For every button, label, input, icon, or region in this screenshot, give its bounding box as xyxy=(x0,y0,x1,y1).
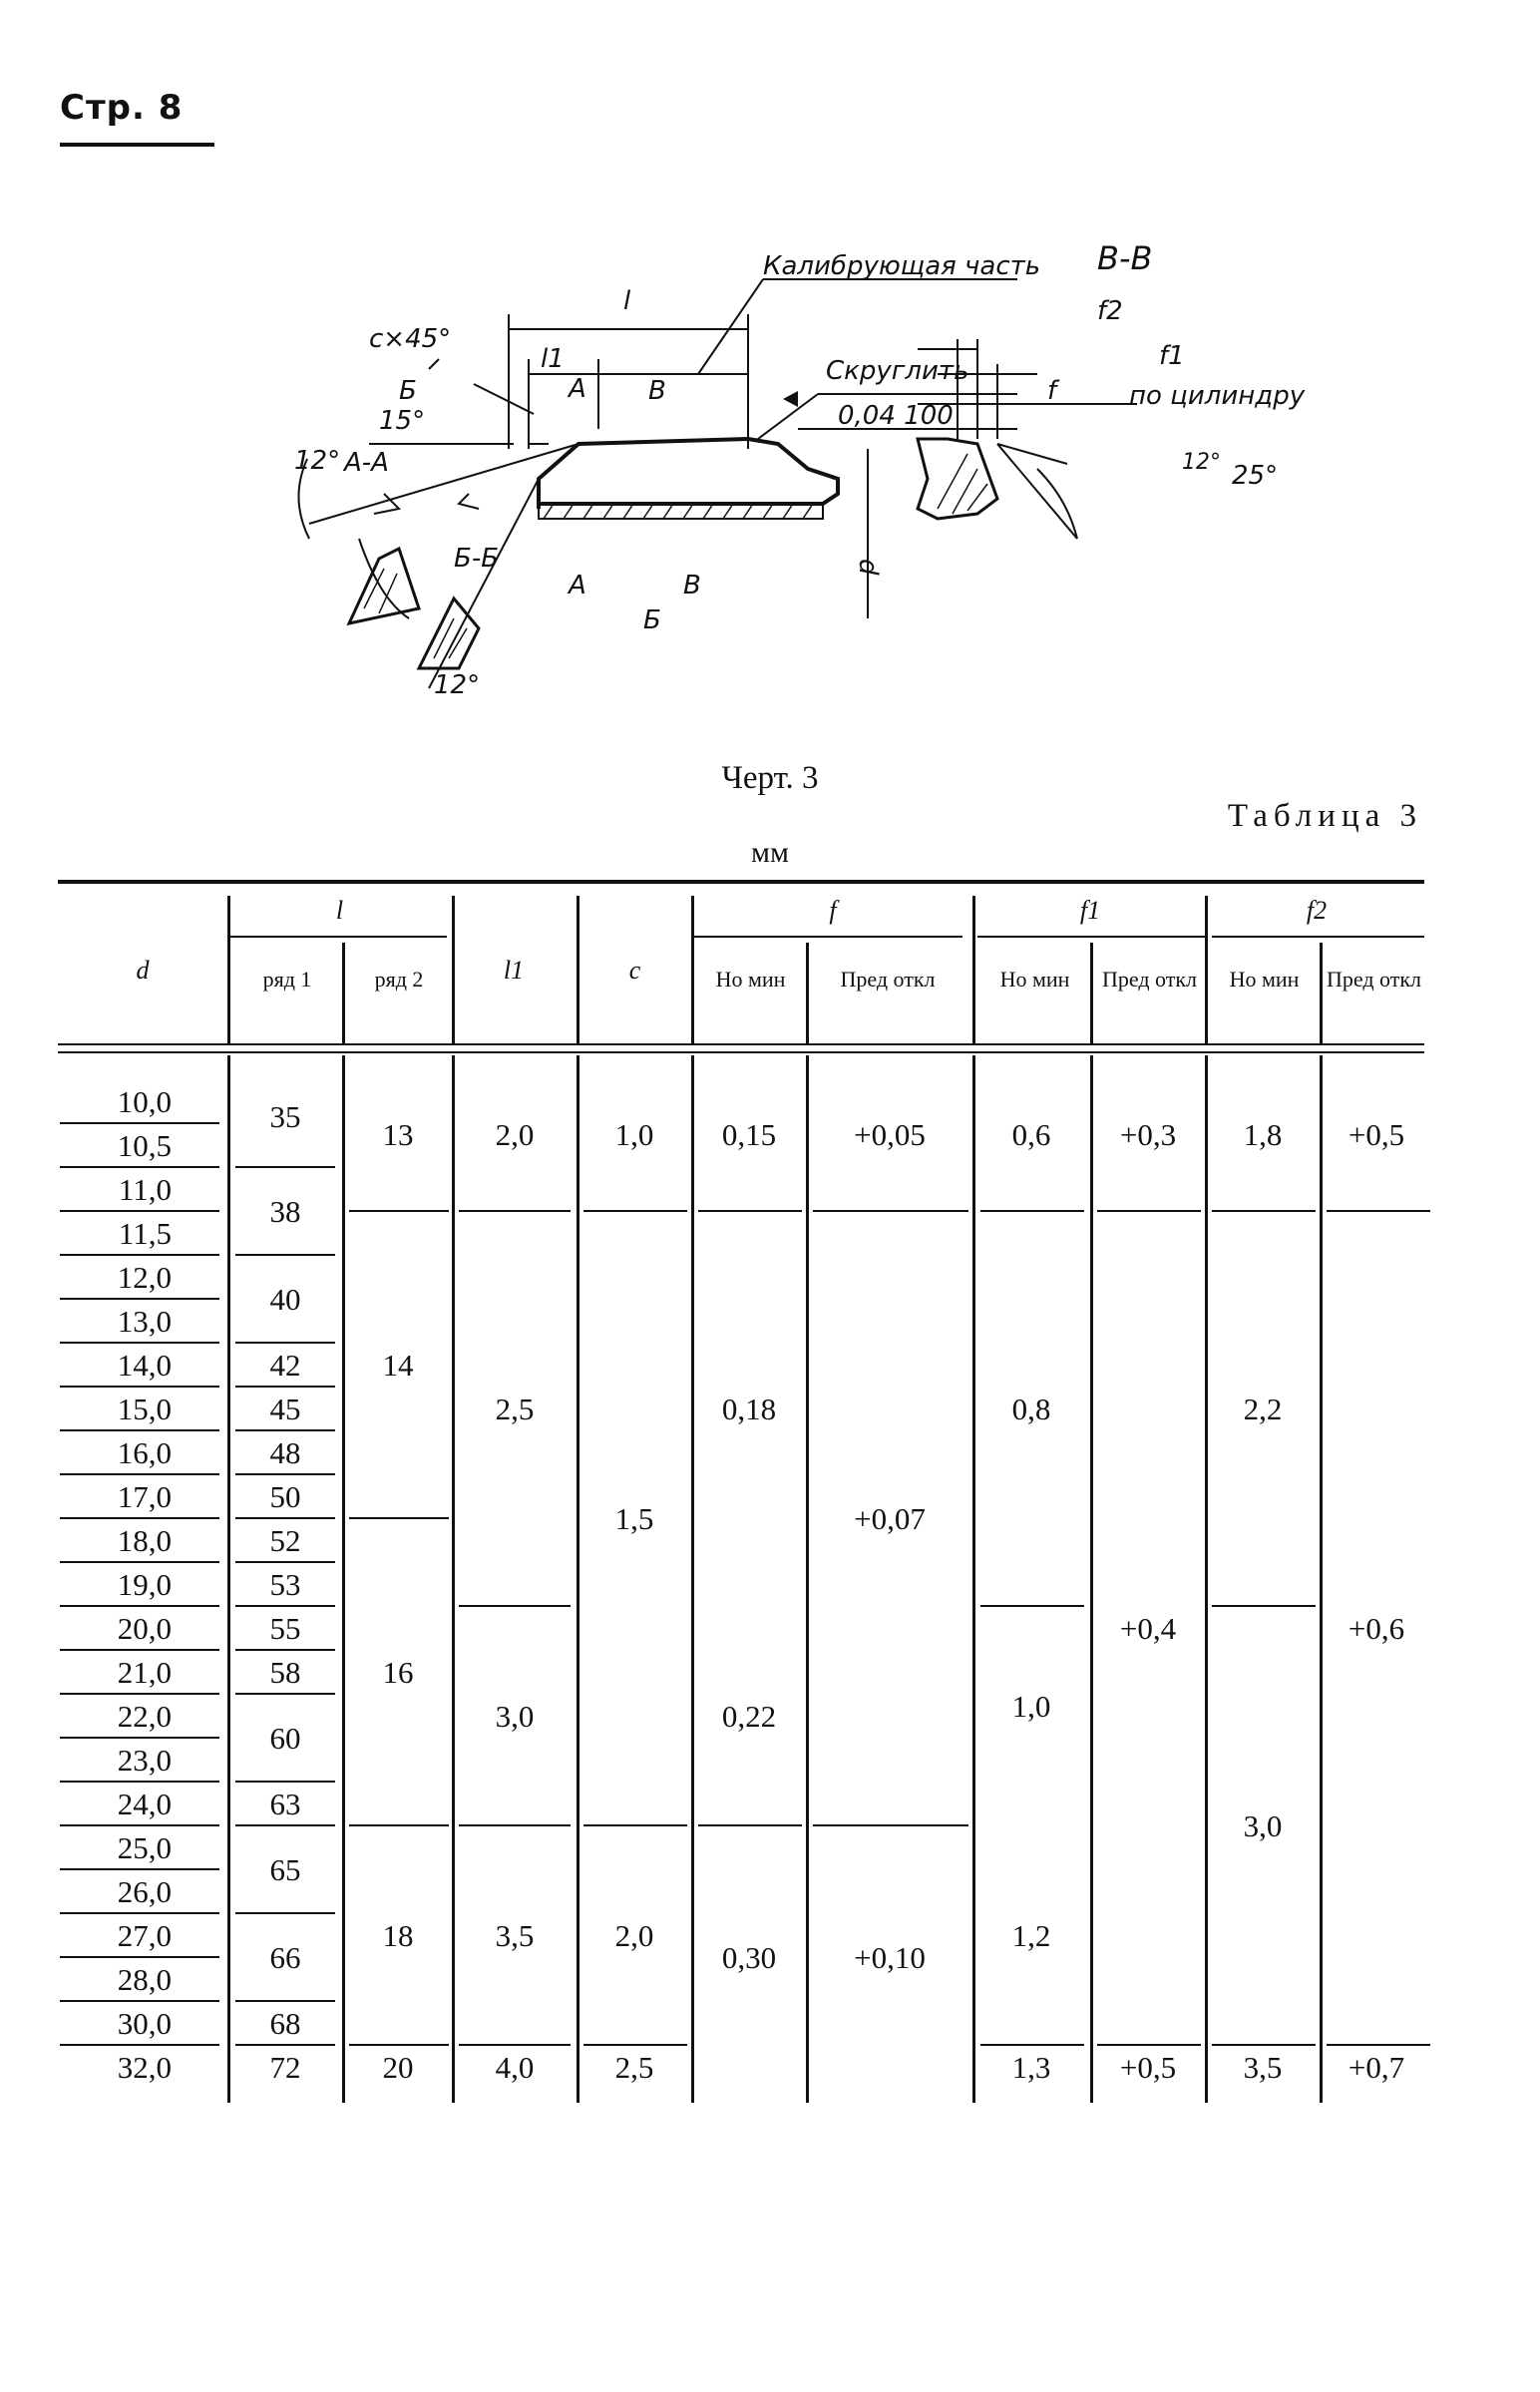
chamfer-label: c×45° xyxy=(369,324,452,354)
l-row1-rule xyxy=(235,1561,335,1563)
l-row1-cell: 66 xyxy=(269,1940,301,1975)
d-row-rule xyxy=(60,1649,219,1651)
l-row1-rule xyxy=(235,1386,335,1388)
d-row-rule xyxy=(60,1824,219,1826)
d-row-rule xyxy=(60,1429,219,1431)
l-row1-rule xyxy=(235,1517,335,1519)
d-cell: 30,0 xyxy=(117,2006,172,2041)
header-c: c xyxy=(628,956,641,985)
l-group-rule xyxy=(227,936,447,938)
d-row-rule xyxy=(60,1298,219,1300)
roughness-label: 0,04 100 xyxy=(838,401,954,431)
f2-nom-rule xyxy=(1212,1210,1316,1212)
table-top-rule xyxy=(58,880,1424,884)
header-f1: f1 xyxy=(1079,896,1101,925)
l-row1-rule xyxy=(235,1824,335,1826)
f1-nom-cell: 0,6 xyxy=(1011,1117,1051,1152)
section-mark-v: В xyxy=(648,376,666,406)
angle-12-label-c: 12° xyxy=(1182,450,1221,475)
l-row2-cell: 20 xyxy=(382,2050,414,2085)
header-f2: f2 xyxy=(1306,896,1328,925)
l-row1-cell: 63 xyxy=(269,1787,301,1821)
f-nom-cell: 0,18 xyxy=(721,1392,777,1426)
f-dev-cell: +0,10 xyxy=(854,1940,926,1975)
l-row2-cell: 14 xyxy=(382,1348,414,1383)
vline-b-6 xyxy=(806,1055,809,2103)
f2-dev-cell: +0,6 xyxy=(1348,1611,1405,1646)
d-cell: 22,0 xyxy=(117,1699,172,1734)
f-nom-rule xyxy=(698,1210,802,1212)
f1-dev-cell: +0,4 xyxy=(1119,1611,1177,1646)
f1-group-rule xyxy=(977,936,1207,938)
vline-h-8 xyxy=(1090,943,1093,1043)
f1-nom-rule xyxy=(980,2044,1084,2046)
l1-cell: 3,5 xyxy=(495,1918,535,1953)
d-cell: 17,0 xyxy=(117,1479,172,1514)
c-cell: 2,5 xyxy=(614,2050,654,2085)
d-row-rule xyxy=(60,1473,219,1475)
l-row2-rule xyxy=(349,1824,449,1826)
l-row2-rule xyxy=(349,1210,449,1212)
l-row1-cell: 52 xyxy=(269,1523,301,1558)
f-dev-rule xyxy=(813,1210,968,1212)
dimension-l1-label: l1 xyxy=(541,344,565,374)
f-nom-rule xyxy=(698,1824,802,1826)
page-number: Стр. 8 xyxy=(60,88,184,128)
l-row1-rule xyxy=(235,1254,335,1256)
f2-nom-rule xyxy=(1212,1605,1316,1607)
vline-b-2 xyxy=(342,1055,345,2103)
l-row1-rule xyxy=(235,1473,335,1475)
l-row1-rule xyxy=(235,1166,335,1168)
d-cell: 21,0 xyxy=(117,1655,172,1690)
l-row1-cell: 68 xyxy=(269,2006,301,2041)
vline-b-10 xyxy=(1320,1055,1323,2103)
f-dev-cell: +0,07 xyxy=(854,1501,926,1536)
header-f1-nom: Но мин xyxy=(999,967,1070,992)
l-row1-rule xyxy=(235,1693,335,1695)
f2-nom-rule xyxy=(1212,2044,1316,2046)
f1-nom-cell: 1,3 xyxy=(1011,2050,1051,2085)
d-row-rule xyxy=(60,1868,219,1870)
header-rule-2 xyxy=(58,1051,1424,1053)
round-off-label: Скруглить xyxy=(826,356,969,386)
f-dev-cell: +0,05 xyxy=(854,1117,926,1152)
angle-25-label: 25° xyxy=(1232,461,1279,491)
vline-b-8 xyxy=(1090,1055,1093,2103)
d-row-rule xyxy=(60,2044,219,2046)
d-cell: 23,0 xyxy=(117,1743,172,1778)
d-cell: 19,0 xyxy=(117,1567,172,1602)
l-row1-rule xyxy=(235,1429,335,1431)
d-cell: 12,0 xyxy=(117,1260,172,1295)
d-cell: 11,5 xyxy=(118,1216,172,1251)
f2-label: f2 xyxy=(1097,296,1123,326)
c-cell: 1,0 xyxy=(614,1117,654,1152)
f-nom-cell: 0,15 xyxy=(721,1117,777,1152)
section-mark-a-bottom: А xyxy=(569,571,586,600)
section-bb-label: Б-Б xyxy=(454,544,500,574)
l-row1-rule xyxy=(235,1649,335,1651)
vline-b-4 xyxy=(577,1055,579,2103)
l-row1-rule xyxy=(235,1912,335,1914)
d-cell: 11,0 xyxy=(118,1172,172,1207)
f2-group-rule xyxy=(1212,936,1424,938)
figure-caption: Черт. 3 xyxy=(721,760,819,796)
d-cell: 10,5 xyxy=(117,1128,172,1163)
d-cell: 14,0 xyxy=(117,1348,172,1383)
section-mark-b-bottom: Б xyxy=(643,605,661,635)
d-cell: 18,0 xyxy=(117,1523,172,1558)
vline-h-2 xyxy=(342,943,345,1043)
section-mark-v-bottom: В xyxy=(683,571,701,600)
l1-cell: 2,0 xyxy=(495,1117,535,1152)
f1-nom-rule xyxy=(980,1605,1084,1607)
d-row-rule xyxy=(60,1342,219,1344)
l-row1-cell: 42 xyxy=(269,1348,301,1383)
f1-dev-rule xyxy=(1097,2044,1201,2046)
l-row1-rule xyxy=(235,1342,335,1344)
l-row1-cell: 35 xyxy=(269,1099,301,1134)
l1-rule xyxy=(459,1210,571,1212)
to-cylinder-label: по цилиндру xyxy=(1129,381,1306,411)
header-f-nom: Но мин xyxy=(715,967,786,992)
angle-12-label-b: 12° xyxy=(434,670,481,698)
vline-b-9 xyxy=(1205,1055,1208,2103)
header-row1: ряд 1 xyxy=(262,967,312,992)
d-cell: 24,0 xyxy=(117,1787,172,1821)
d-row-rule xyxy=(60,1693,219,1695)
l-row1-cell: 60 xyxy=(269,1721,301,1756)
f2-dev-cell: +0,7 xyxy=(1348,2050,1405,2085)
c-cell: 1,5 xyxy=(614,1501,654,1536)
d-row-rule xyxy=(60,1210,219,1212)
header-f1-dev: Пред откл xyxy=(1101,967,1198,992)
header-l1: l1 xyxy=(503,956,525,985)
l-row1-cell: 53 xyxy=(269,1567,301,1602)
l1-rule xyxy=(459,1824,571,1826)
f1-label: f1 xyxy=(1159,341,1185,371)
l1-cell: 2,5 xyxy=(495,1392,535,1426)
d-row-rule xyxy=(60,1254,219,1256)
vline-b-1 xyxy=(227,1055,230,2103)
l-row1-cell: 38 xyxy=(269,1194,301,1229)
l-row1-cell: 58 xyxy=(269,1655,301,1690)
l-row1-rule xyxy=(235,1605,335,1607)
d-row-rule xyxy=(60,1781,219,1783)
f-nom-cell: 0,22 xyxy=(721,1699,777,1734)
dimension-d-label: d xyxy=(853,559,883,576)
table-label: Таблица 3 xyxy=(1227,798,1422,834)
f1-dev-rule xyxy=(1097,1210,1201,1212)
d-row-rule xyxy=(60,2000,219,2002)
d-row-rule xyxy=(60,1912,219,1914)
vline-b-5 xyxy=(691,1055,694,2103)
c-cell: 2,0 xyxy=(614,1918,654,1953)
vline-b-7 xyxy=(972,1055,975,2103)
l-row1-cell: 48 xyxy=(269,1435,301,1470)
section-aa-label: А-А xyxy=(344,448,389,478)
d-row-rule xyxy=(60,1561,219,1563)
f1-nom-cell: 1,0 xyxy=(1011,1689,1051,1724)
d-cell: 20,0 xyxy=(117,1611,172,1646)
l-row2-cell: 16 xyxy=(382,1655,414,1690)
l-row1-rule xyxy=(235,2000,335,2002)
d-row-rule xyxy=(60,1122,219,1124)
angle-12-label-a: 12° xyxy=(294,446,341,476)
c-rule xyxy=(583,1824,687,1826)
f1-dev-cell: +0,3 xyxy=(1119,1117,1177,1152)
f-label: f xyxy=(1047,376,1057,406)
vline-h-10 xyxy=(1320,943,1323,1043)
d-row-rule xyxy=(60,1166,219,1168)
d-row-rule xyxy=(60,1605,219,1607)
l-row1-cell: 65 xyxy=(269,1852,301,1887)
d-cell: 32,0 xyxy=(117,2050,172,2085)
c-rule xyxy=(583,1210,687,1212)
f2-nom-cell: 3,0 xyxy=(1243,1808,1283,1843)
vline-b-3 xyxy=(452,1055,455,2103)
l-row1-cell: 45 xyxy=(269,1392,301,1426)
vline-h-6 xyxy=(806,943,809,1043)
angle-15-label: 15° xyxy=(379,406,426,436)
l-row1-cell: 55 xyxy=(269,1611,301,1646)
f1-nom-cell: 0,8 xyxy=(1011,1392,1051,1426)
l-row1-cell: 40 xyxy=(269,1282,301,1317)
d-row-rule xyxy=(60,1386,219,1388)
f1-dev-cell: +0,5 xyxy=(1119,2050,1177,2085)
calibrating-part-label: Калибрующая часть xyxy=(763,251,1041,281)
section-mark-a: А xyxy=(569,374,586,404)
d-cell: 25,0 xyxy=(117,1830,172,1865)
l-row2-cell: 18 xyxy=(382,1918,414,1953)
f2-dev-rule xyxy=(1327,2044,1430,2046)
dimension-l-label: l xyxy=(623,286,631,316)
l-row1-cell: 72 xyxy=(269,2050,301,2085)
f2-dev-rule xyxy=(1327,1210,1430,1212)
l-row1-cell: 50 xyxy=(269,1479,301,1514)
section-vv-label: В-В xyxy=(1097,239,1153,277)
c-rule xyxy=(583,2044,687,2046)
l-row2-cell: 13 xyxy=(382,1117,414,1152)
d-cell: 10,0 xyxy=(117,1084,172,1119)
d-row-rule xyxy=(60,1956,219,1958)
header-f2-nom: Но мин xyxy=(1229,967,1300,992)
d-cell: 28,0 xyxy=(117,1962,172,1997)
d-cell: 27,0 xyxy=(117,1918,172,1953)
f2-nom-cell: 1,8 xyxy=(1243,1117,1283,1152)
l-row1-rule xyxy=(235,1781,335,1783)
header-row2: ряд 2 xyxy=(374,967,424,992)
section-mark-b: Б xyxy=(399,376,417,406)
d-cell: 15,0 xyxy=(117,1392,172,1426)
l1-rule xyxy=(459,2044,571,2046)
f1-nom-rule xyxy=(980,1210,1084,1212)
l-row1-rule xyxy=(235,2044,335,2046)
unit-label: мм xyxy=(751,836,789,869)
d-cell: 13,0 xyxy=(117,1304,172,1339)
f-nom-cell: 0,30 xyxy=(721,1940,777,1975)
l-row2-rule xyxy=(349,1517,449,1519)
d-row-rule xyxy=(60,1737,219,1739)
d-row-rule xyxy=(60,1517,219,1519)
d-cell: 16,0 xyxy=(117,1435,172,1470)
header-l: l xyxy=(335,896,344,925)
f1-nom-cell: 1,2 xyxy=(1011,1918,1051,1953)
header-d: d xyxy=(136,956,150,985)
header-f-dev: Пред откл xyxy=(840,967,936,992)
l1-cell: 3,0 xyxy=(495,1699,535,1734)
f2-dev-cell: +0,5 xyxy=(1348,1117,1405,1152)
d-cell: 26,0 xyxy=(117,1874,172,1909)
header-f2-dev: Пред откл xyxy=(1326,967,1422,992)
f2-nom-cell: 2,2 xyxy=(1243,1392,1283,1426)
f-group-rule xyxy=(693,936,962,938)
l1-cell: 4,0 xyxy=(495,2050,535,2085)
l-row2-rule xyxy=(349,2044,449,2046)
f2-nom-cell: 3,5 xyxy=(1243,2050,1283,2085)
f-dev-rule xyxy=(813,1824,968,1826)
header-rule-1 xyxy=(58,1043,1424,1045)
l1-rule xyxy=(459,1605,571,1607)
header-f: f xyxy=(829,896,837,925)
